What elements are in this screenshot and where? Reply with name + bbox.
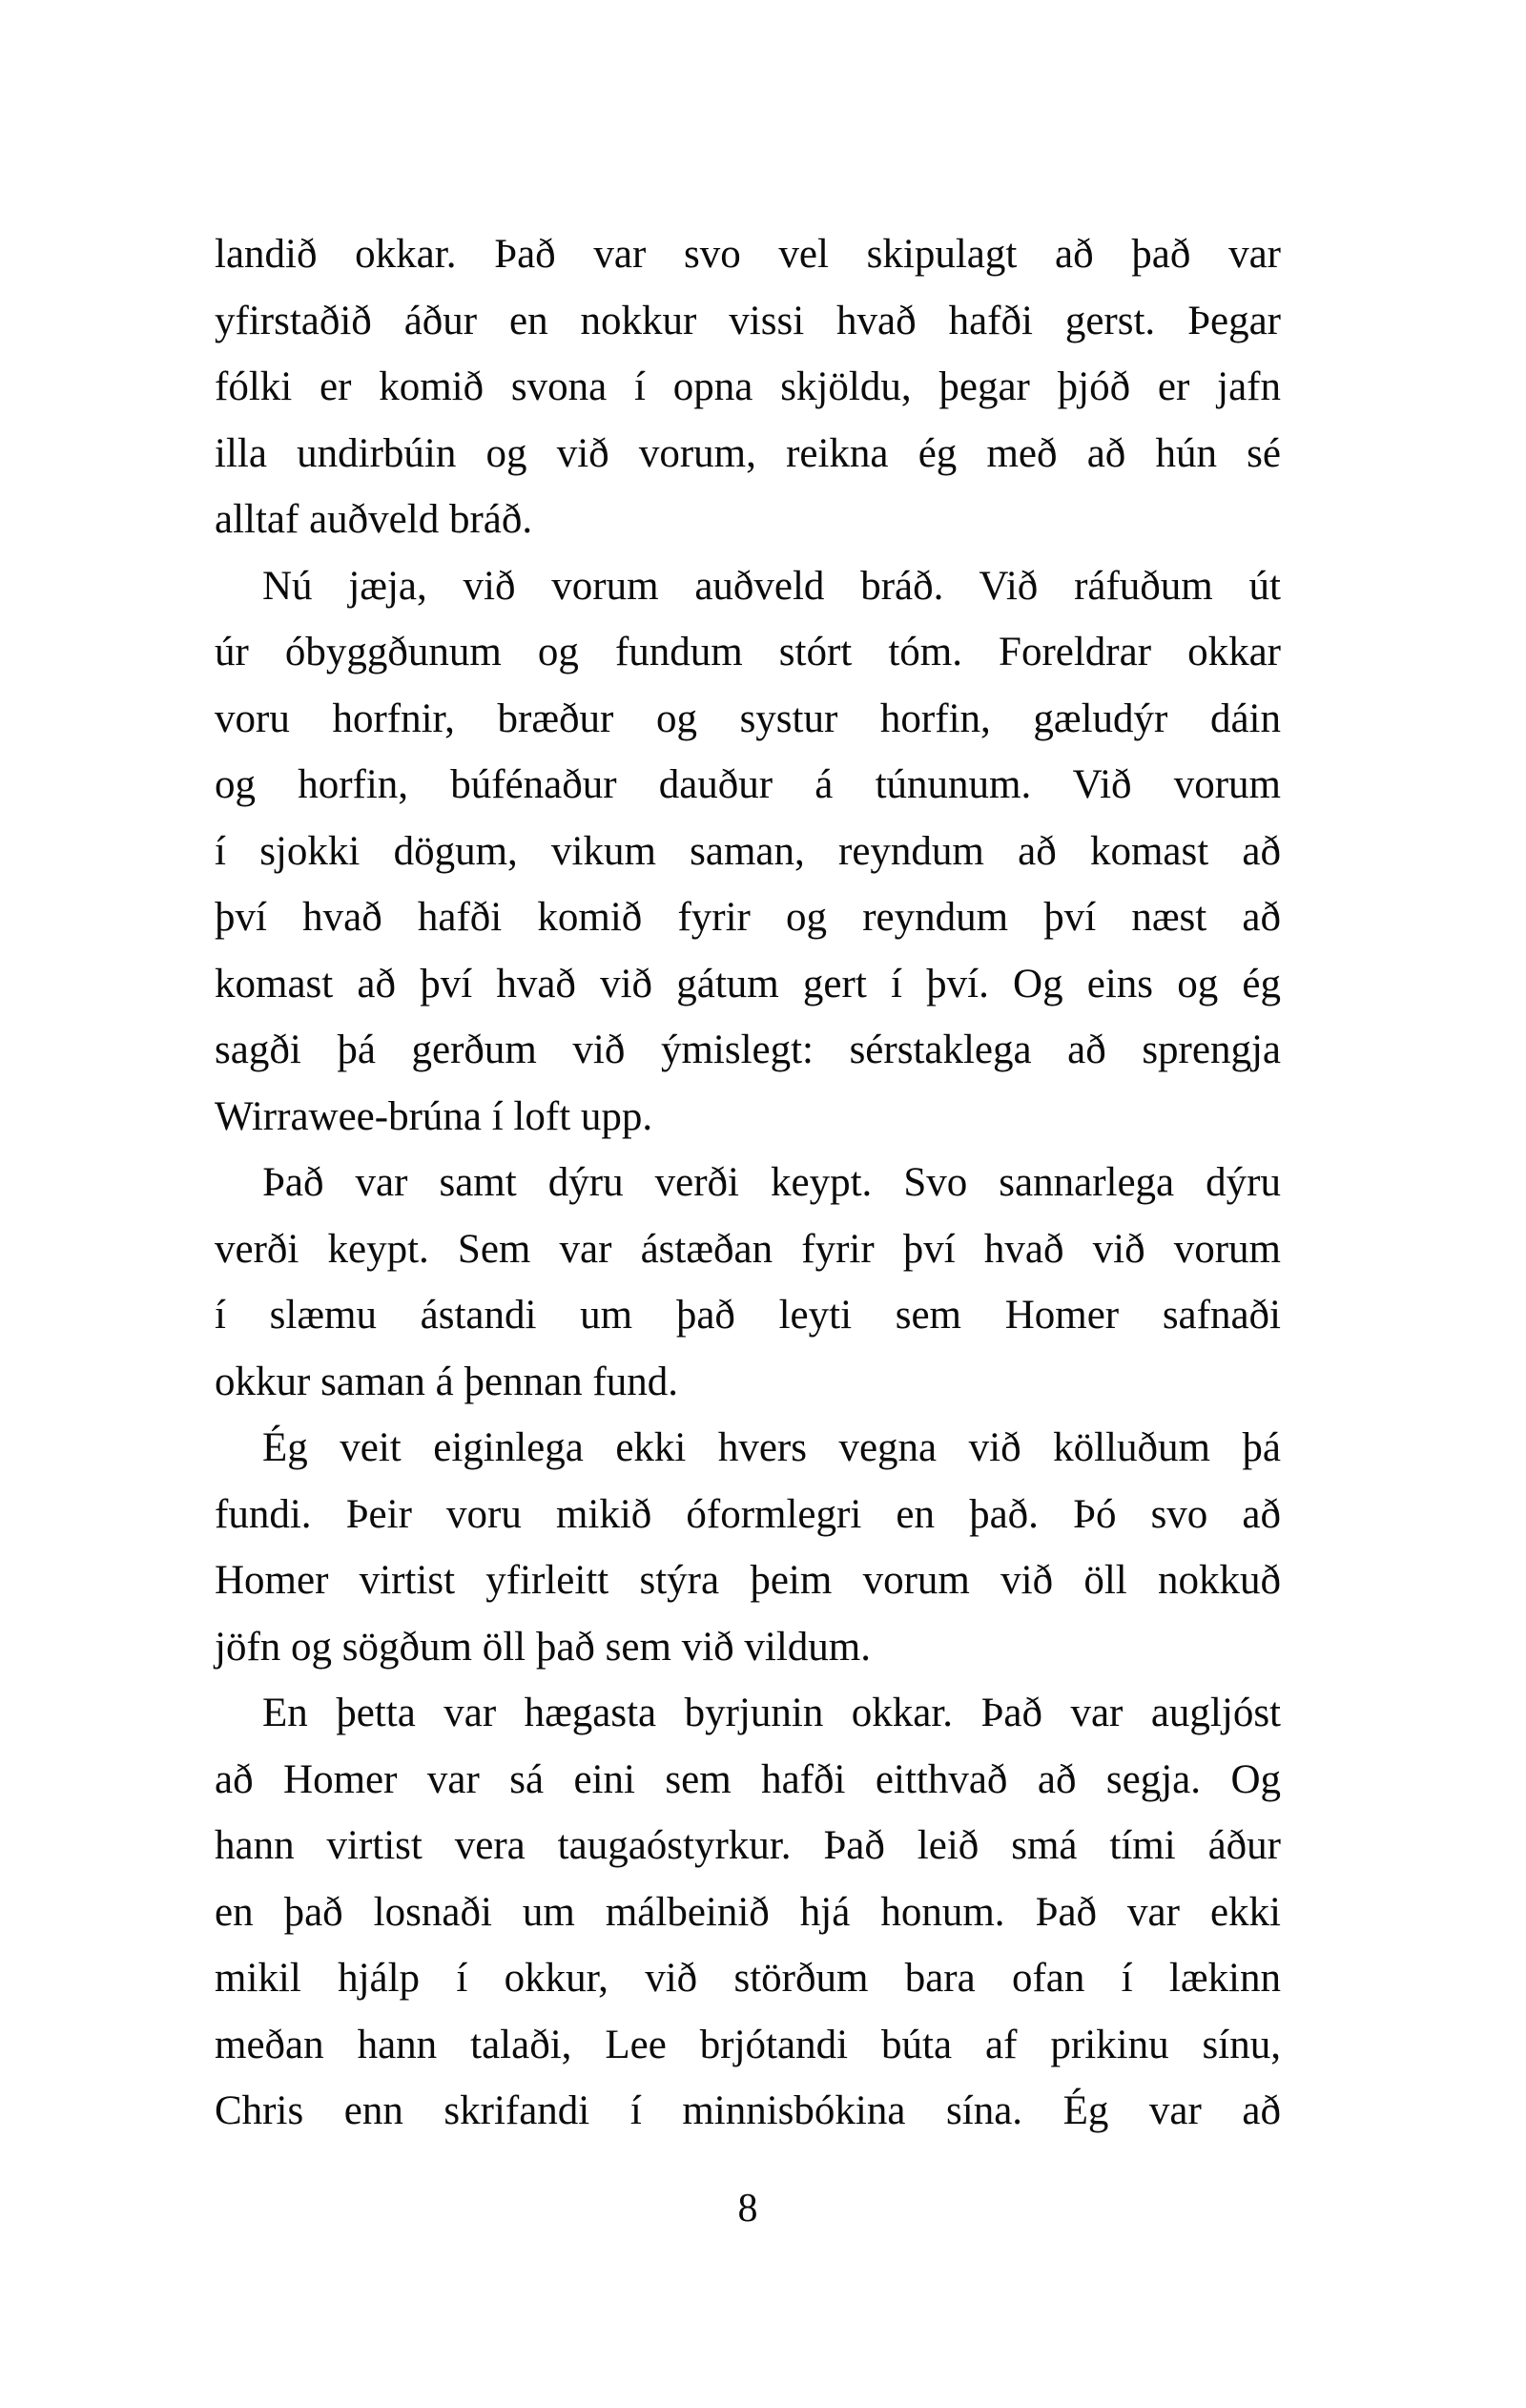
text-line: jöfn og sögðum öll það sem við vildum. <box>215 1624 871 1670</box>
text-line: Nú jæja, við vorum auðveld bráð. Við ráfuðum út <box>262 563 1281 609</box>
text-line: Það var samt dýru verði keypt. Svo sannarlega dýru <box>262 1160 1281 1205</box>
text-line: landið okkar. Það var svo vel skipulagt að það var <box>215 232 1281 277</box>
text-line: Chris enn skrifandi í minnisbókina sína. Ég var að <box>215 2088 1281 2133</box>
text-line: úr óbyggðunum og fundum stórt tóm. Foreldrar okkar <box>215 630 1281 675</box>
page-number: 8 <box>737 2187 758 2231</box>
text-line: og horfin, búfénaður dauður á túnunum. Við vorum <box>215 762 1281 807</box>
text-line: illa undirbúin og við vorum, reikna ég með að hún sé <box>215 430 1281 476</box>
text-line: En þetta var hægasta byrjunin okkar. Það var augljóst <box>262 1691 1281 1735</box>
text-line: en það losnaði um málbeinið hjá honum. Það var ekki <box>215 1889 1281 1935</box>
text-line: komast að því hvað við gátum gert í því. Og eins og ég <box>215 961 1281 1007</box>
text-line: alltaf auðveld bráð. <box>215 497 533 542</box>
text-line: yfirstaðið áður en nokkur vissi hvað hafði gerst. Þegar <box>215 298 1281 343</box>
paragraph <box>215 221 1281 553</box>
text-line: Homer virtist yfirleitt stýra þeim vorum við öll nokkuð <box>215 1558 1281 1603</box>
paragraph <box>215 1150 1281 1415</box>
text-line: mikil hjálp í okkur, við störðum bara ofan í lækinn <box>215 1956 1281 2001</box>
text-line: að Homer var sá eini sem hafði eitthvað að segja. Og <box>215 1756 1281 1802</box>
text-line: verði keypt. Sem var ástæðan fyrir því hvað við vorum <box>215 1226 1281 1272</box>
text-line: í sjokki dögum, vikum saman, reyndum að komast að <box>215 828 1281 874</box>
text-line: okkur saman á þennan fund. <box>215 1359 678 1404</box>
text-line: voru horfnir, bræður og systur horfin, gæludýr dáin <box>215 695 1281 741</box>
text-line: Wirrawee-brúna í loft upp. <box>215 1093 653 1139</box>
text-line: meðan hann talaði, Lee brjótandi búta af prikinu sínu, <box>215 2022 1281 2067</box>
text-line: hann virtist vera taugaóstyrkur. Það leið smá tími áður <box>215 1823 1281 1868</box>
paragraph <box>215 1415 1281 1680</box>
text-line: fólki er komið svona í opna skjöldu, þegar þjóð er jafn <box>215 364 1281 409</box>
text-line: fundi. Þeir voru mikið óformlegri en það. Þó svo að <box>215 1491 1281 1537</box>
body-text <box>215 221 1281 2145</box>
paragraph <box>215 1680 1281 2145</box>
text-line: því hvað hafði komið fyrir og reyndum því næst að <box>215 895 1281 940</box>
text-line: Ég veit eiginlega ekki hvers vegna við kölluðum þá <box>262 1425 1281 1470</box>
text-line: í slæmu ástandi um það leyti sem Homer safnaði <box>215 1293 1281 1338</box>
paragraph <box>215 553 1281 1151</box>
text-line: sagði þá gerðum við ýmislegt: sérstaklega að sprengja <box>215 1028 1281 1072</box>
